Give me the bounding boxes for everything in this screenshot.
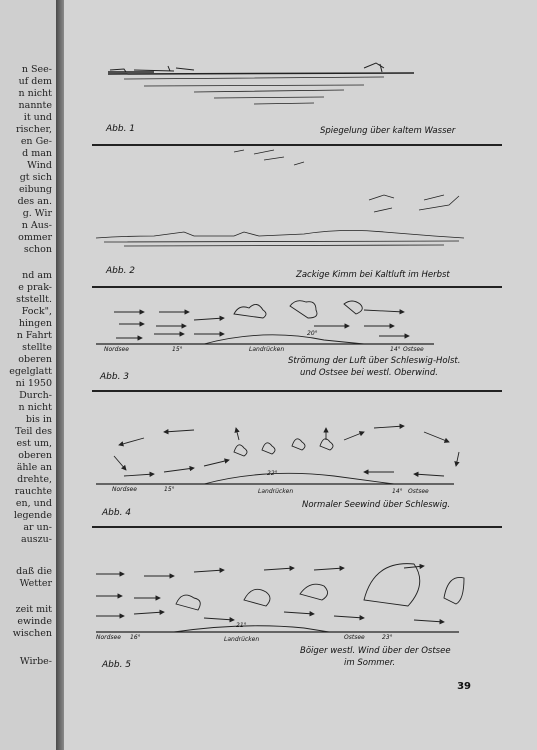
fig5-temp-east: 23° xyxy=(382,634,393,641)
left-page-text-line: bis in xyxy=(25,414,52,425)
left-page-text-line: wischen xyxy=(12,628,52,639)
fig4-caption: Normaler Seewind über Schleswig. xyxy=(302,500,451,510)
fig5-caption-line1: Böiger westl. Wind über der Ostsee xyxy=(300,646,451,656)
left-page-text-line: ommer xyxy=(18,232,52,243)
left-page-text-line: Wetter xyxy=(19,578,52,589)
left-page-text-line: auszu- xyxy=(21,534,52,545)
fig2-illustration xyxy=(96,150,464,246)
left-page-text-line: g. Wir xyxy=(22,208,52,219)
book-page xyxy=(64,0,537,750)
fig3-sea-east: Ostsee xyxy=(403,346,424,353)
facing-page xyxy=(0,0,56,750)
fig5-sea-east: Ostsee xyxy=(344,634,365,641)
fig3-caption-line2: und Ostsee bei westl. Oberwind. xyxy=(300,368,438,378)
left-page-text-line: rauchte xyxy=(14,486,52,497)
left-page-text-line: daß die xyxy=(16,566,52,577)
fig5-illustration xyxy=(96,564,464,632)
left-page-text-line: n nicht xyxy=(18,402,52,413)
fig3-illustration xyxy=(96,301,434,344)
fig4-sea-west: Nordsee xyxy=(112,486,137,493)
fig5-caption-line2: im Sommer. xyxy=(344,658,396,668)
left-page-text-line: eibung xyxy=(18,184,52,195)
fig3-temp-land: 20° xyxy=(307,330,318,337)
left-page-text-line: gt sich xyxy=(19,172,52,183)
fig5-land: Landrücken xyxy=(224,636,260,643)
fig4-temp-land: 22° xyxy=(267,470,278,477)
left-page-text-line: oberen xyxy=(18,354,52,365)
left-page-text-line: d man xyxy=(22,148,52,159)
fig3-sea-west: Nordsee xyxy=(104,346,129,353)
fig5-temp-west: 16° xyxy=(130,634,141,641)
fig1-illustration xyxy=(108,63,414,104)
left-page-text-line: oberen xyxy=(18,450,52,461)
page-number: 39 xyxy=(457,681,471,692)
fig2-label: Abb. 2 xyxy=(106,266,136,276)
left-page-text-line: Wirbe- xyxy=(19,656,52,667)
left-page-text-line: e prak- xyxy=(18,282,52,293)
left-page-text-line: stellte xyxy=(22,342,52,353)
fig3-temp-west: 15° xyxy=(172,346,183,353)
left-page-text-line: nd am xyxy=(22,270,52,281)
left-page-text-line: en Ge- xyxy=(20,136,52,147)
rule-3 xyxy=(92,390,502,392)
fig3-caption-line1: Strömung der Luft über Schleswig-Holst. xyxy=(288,356,461,366)
left-page-text-line: des an. xyxy=(17,196,52,207)
fig3-land: Landrücken xyxy=(249,346,285,353)
left-page-text-line: ewinde xyxy=(17,616,52,627)
fig1-label: Abb. 1 xyxy=(106,124,136,134)
left-page-text-line: Fock", xyxy=(21,306,52,317)
fig5-label: Abb. 5 xyxy=(102,660,132,670)
left-page-text-line: ststellt. xyxy=(16,294,52,305)
rule-4 xyxy=(92,526,502,528)
fig5-temp-land: 21° xyxy=(236,622,247,629)
left-page-text-line: n Fahrt xyxy=(16,330,52,341)
left-page-text-line: n nicht xyxy=(18,88,52,99)
fig4-temp-west: 15° xyxy=(164,486,175,493)
left-page-text-line: n See- xyxy=(21,64,52,75)
fig4-label: Abb. 4 xyxy=(102,508,132,518)
fig4-land: Landrücken xyxy=(258,488,294,495)
left-page-text-line: egelglatt xyxy=(9,366,52,377)
rule-1 xyxy=(92,144,502,146)
left-page-text-line: ni 1950 xyxy=(15,378,52,389)
fig5-sea-west: Nordsee xyxy=(96,634,121,641)
left-page-text-line: en, und xyxy=(15,498,52,509)
left-page-text-line: uf dem xyxy=(18,76,52,87)
left-page-text-line: zeit mit xyxy=(15,604,52,615)
left-page-text-line: rischer, xyxy=(15,124,52,135)
fig1-caption: Spiegelung über kaltem Wasser xyxy=(320,126,456,136)
rule-2 xyxy=(92,286,502,288)
fig4-temp-east: 14° xyxy=(392,488,403,495)
fig3-temp-east: 14° xyxy=(390,346,401,353)
left-page-text-line: ar un- xyxy=(23,522,52,533)
left-page-text-line: Durch- xyxy=(19,390,52,401)
fig4-sea-east: Ostsee xyxy=(408,488,429,495)
left-page-text-line: Teil des xyxy=(15,426,52,437)
left-page-text-line: ähle an xyxy=(16,462,52,473)
left-page-text-line: est um, xyxy=(16,438,52,449)
left-page-text-line: schon xyxy=(23,244,52,255)
left-page-text-line: it und xyxy=(23,112,52,123)
left-page-text-line: n Aus- xyxy=(21,220,52,231)
left-page-text-line: Wind xyxy=(27,160,52,171)
fig3-label: Abb. 3 xyxy=(100,372,130,382)
left-page-text-line: drehte, xyxy=(17,474,52,485)
left-page-text-line: hingen xyxy=(18,318,52,329)
fig2-caption: Zackige Kimm bei Kaltluft im Herbst xyxy=(296,270,450,280)
left-page-text-line: nannte xyxy=(18,100,52,111)
left-page-text-line: legende xyxy=(13,510,52,521)
